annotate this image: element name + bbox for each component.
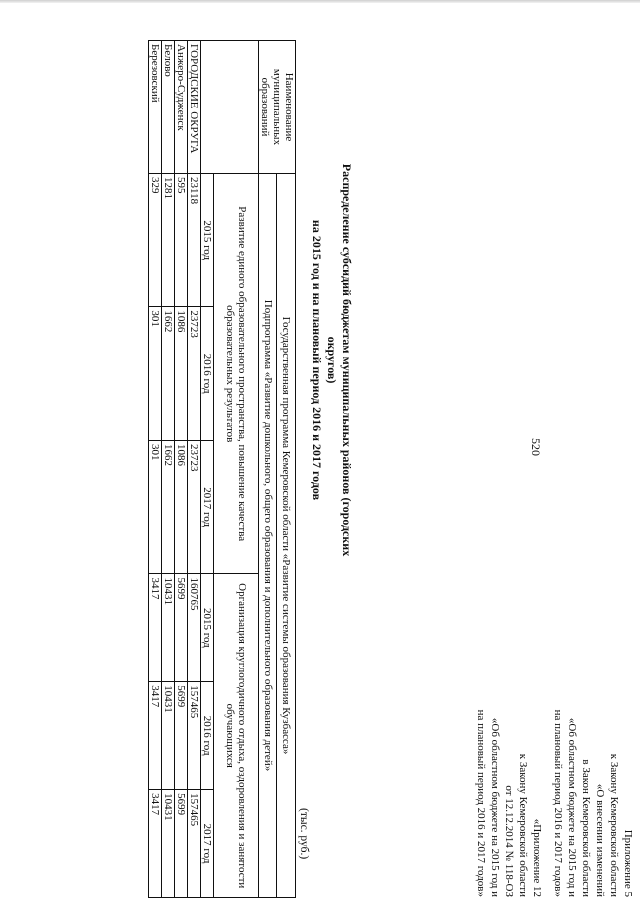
table-row [162,41,175,898]
name-header-line-1: Наименование [283,72,295,142]
cell-value: 10431 [162,790,175,898]
subprogram-header: Подпрограмма «Развитие дошкольного, общего образования и дополнительного образования детей» [259,174,278,898]
cell-value: 329 [149,174,162,307]
name-header-line-2: муниципальных образований [259,68,283,146]
group-1-header: Развитие единого образовательного пространства, повышение качества образовательных результатов [214,174,259,574]
cell-value: 1086 [175,307,188,441]
cell-value: 1662 [162,440,175,574]
cell-value: 301 [149,440,162,574]
year-header: 2015 год [201,174,214,307]
year-header: 2015 год [201,574,214,682]
cell-value: 23118 [188,174,201,307]
cell-value: 3417 [149,790,162,898]
cell-value: 3417 [149,682,162,790]
unit-note: (тыс. руб.) [298,808,310,860]
subsidy-table [148,40,296,898]
appendix-12-line: «Об областном бюджете на 2015 год и [489,717,501,897]
table-row [149,41,162,898]
year-header: 2016 год [201,682,214,790]
year-header: 2017 год [201,440,214,574]
row-name: Анжеро-Судженск [175,41,188,174]
cell-value: 23723 [188,307,201,441]
title-line-1: Распределение субсидий бюджетам муниципальных районов (городских округов) [325,163,354,557]
appendix-5-line: «О внесении изменений [594,783,606,897]
year-header: 2017 год [201,790,214,898]
cell-value: 301 [149,307,162,441]
cell-value: 10431 [162,574,175,682]
name-header-spacer [201,41,259,174]
name-header [259,41,296,174]
cell-value: 10431 [162,682,175,790]
appendix-5-line: «Об областном бюджете на 2015 год и [566,717,578,897]
cell-value: 1086 [175,440,188,574]
appendix-12-header [474,577,544,897]
cell-value: 5699 [175,682,188,790]
appendix-5-header [551,577,635,897]
appendix-12-line: на плановый период 2016 и 2017 годов» [475,709,487,897]
cell-value: 5699 [175,574,188,682]
appendix-12-line: от 12.12.2014 № 118-ОЗ [503,785,515,897]
table-header-row [214,41,259,898]
appendix-12-line: «Приложение 12 [531,818,543,897]
cell-value: 160765 [188,574,201,682]
cell-value: 595 [175,174,188,307]
table-row [188,41,201,898]
table-header-row [277,41,296,898]
appendix-5-line: к Закону Кемеровской области [608,753,620,897]
cell-value: 157465 [188,790,201,898]
title-line-2: на 2015 год и на плановый период 2016 и 2017 годов [310,219,324,501]
cell-value: 1281 [162,174,175,307]
group-2-header: Организация круглогодичного отдыха, оздоровления и занятости обучающихся [214,574,259,898]
row-name: Белово [162,41,175,174]
page-number: 520 [529,438,543,456]
appendix-5-line: Приложение 5 [622,829,634,897]
row-name: Березовский [149,41,162,174]
cell-value: 23723 [188,440,201,574]
document-title [309,150,354,570]
cell-value: 1662 [162,307,175,441]
cell-value: 3417 [149,574,162,682]
program-header: Государственная программа Кемеровской области «Развитие системы образования Кузбасса» [277,174,296,898]
appendix-5-line: на плановый период 2016 и 2017 годов» [552,709,564,897]
cell-value: 5699 [175,790,188,898]
year-header: 2016 год [201,307,214,441]
cell-value: 157465 [188,682,201,790]
table-row [175,41,188,898]
appendix-5-line: в Закон Кемеровской области [580,759,592,897]
appendix-12-line: к Закону Кемеровской области [517,753,529,897]
row-name: ГОРОДСКИЕ ОКРУГА [188,41,201,174]
